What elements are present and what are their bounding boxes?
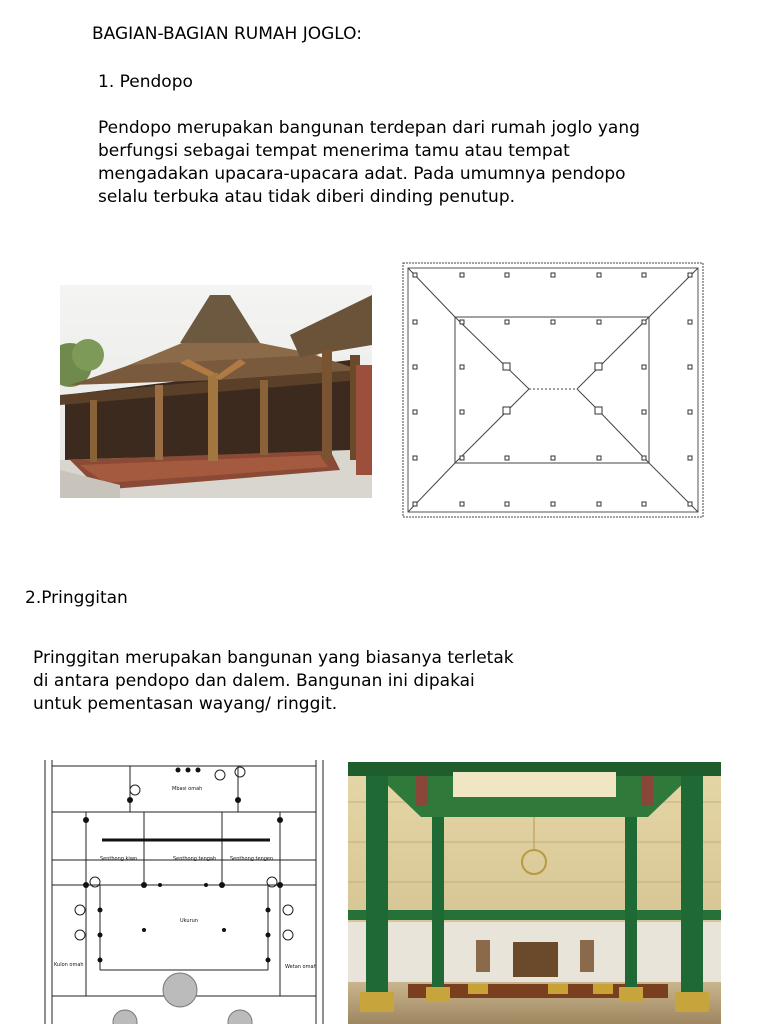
pringgitan-line: di antara pendopo dan dalem. Bangunan ini dipakai [33, 671, 475, 691]
label-kulon-omah: Kulon omah [54, 962, 84, 968]
pendopo-photo [60, 285, 372, 498]
pendopo-line: berfungsi sebagai tempat menerima tamu atau tempat [98, 141, 570, 161]
pendopo-floor-plan [402, 262, 704, 518]
pringgitan-description [33, 647, 514, 716]
page-heading: BAGIAN-BAGIAN RUMAH JOGLO: [92, 24, 362, 44]
section-title-pringgitan: 2.Pringgitan [25, 588, 128, 608]
section-title-pendopo: 1. Pendopo [98, 72, 193, 92]
label-senthong-tengen: Senthong tengen [230, 856, 274, 862]
label-ukurun: Ukurun [180, 918, 198, 924]
pendopo-line: mengadakan upacara-upacara adat. Pada umumnya pendopo [98, 164, 626, 184]
pringgitan-line: untuk pementasan wayang/ ringgit. [33, 694, 338, 714]
label-mbasi-omah: Mbasi omah [172, 786, 203, 792]
label-wetan-omah: Wetan omah [285, 964, 317, 970]
label-senthong-kiwo: Senthong kiwo [100, 856, 137, 862]
pendopo-line: Pendopo merupakan bangunan terdepan dari rumah joglo yang [98, 118, 640, 138]
pringgitan-floor-plan [40, 760, 328, 1024]
pendopo-line: selalu terbuka atau tidak diberi dinding penutup. [98, 187, 516, 207]
pringgitan-interior-photo [348, 762, 721, 1024]
pringgitan-line: Pringgitan merupakan bangunan yang biasanya terletak [33, 648, 514, 668]
pendopo-description [98, 117, 640, 209]
label-senthong-tengah: Senthong tengah [173, 856, 217, 862]
